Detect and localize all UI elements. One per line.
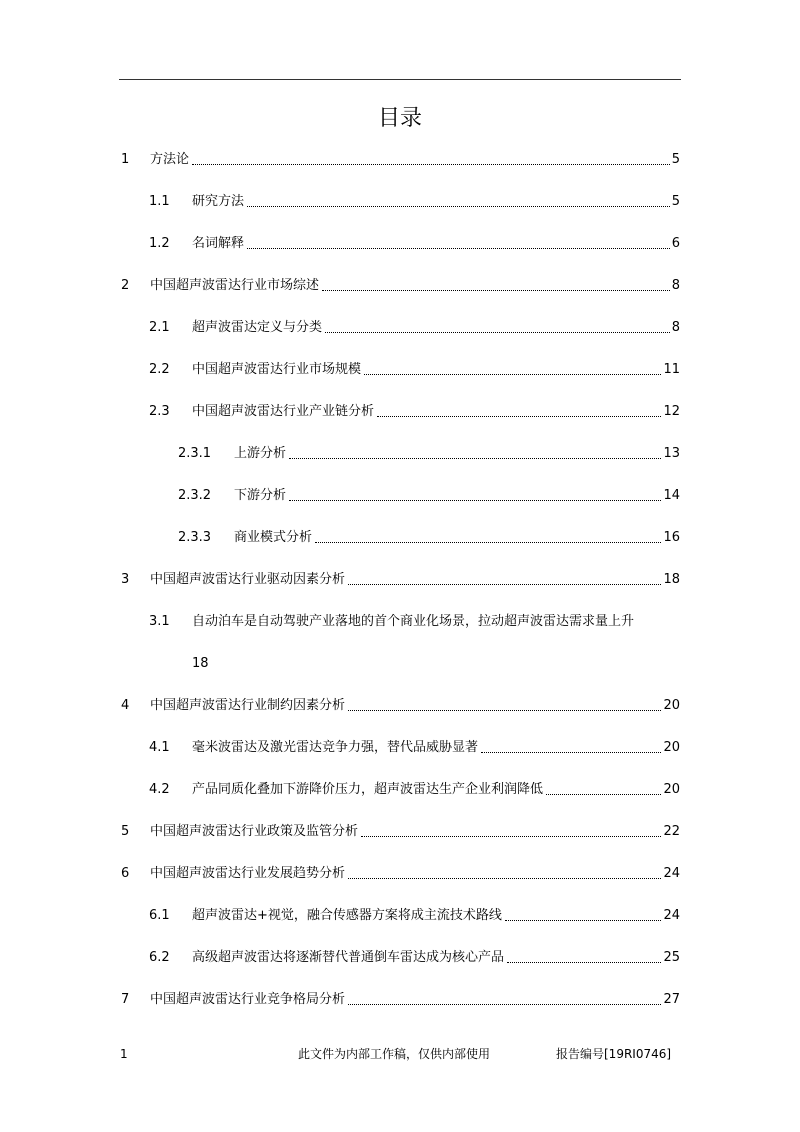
- toc-dot-leader: [505, 920, 662, 921]
- toc-dot-leader: [361, 836, 661, 837]
- toc-dot-leader: [289, 458, 661, 459]
- toc-entry[interactable]: [149, 360, 680, 380]
- footer-report-id: 报告编号[19RI0746]: [556, 1047, 672, 1061]
- toc-entry[interactable]: [121, 864, 680, 884]
- toc-entry-title: 方法论: [150, 152, 190, 167]
- toc-entry-page: 11: [663, 362, 680, 377]
- toc-entry-number: 5: [121, 824, 130, 839]
- toc-entry[interactable]: [149, 192, 680, 212]
- toc-dot-leader: [348, 878, 661, 879]
- toc-entry-page: 5: [671, 152, 680, 167]
- toc-entry-number: 2.3: [149, 404, 170, 419]
- toc-dot-leader: [377, 416, 661, 417]
- toc-entry[interactable]: [121, 276, 680, 296]
- toc-dot-leader: [192, 164, 670, 165]
- toc-entry[interactable]: [149, 234, 680, 254]
- toc-entry-number: 6: [121, 866, 130, 881]
- toc-entry-title: 上游分析: [234, 446, 287, 461]
- toc-entry-page[interactable]: 18: [192, 656, 209, 671]
- toc-dot-leader: [289, 500, 661, 501]
- toc-entry-page: 8: [671, 278, 680, 293]
- toc-entry-number: 6.2: [149, 950, 170, 965]
- toc-entry-number: 4.1: [149, 740, 170, 755]
- toc-entry-number: 1.1: [149, 194, 170, 209]
- toc-entry-page: 24: [663, 908, 680, 923]
- toc-entry-title: 中国超声波雷达行业产业链分析: [192, 404, 375, 419]
- toc-entry-page: 16: [663, 530, 680, 545]
- toc-entry-title: 中国超声波雷达行业政策及监管分析: [150, 824, 359, 839]
- toc-dot-leader: [348, 584, 661, 585]
- toc-dot-leader: [364, 374, 661, 375]
- toc-entry[interactable]: [121, 150, 680, 170]
- toc-dot-leader: [481, 752, 661, 753]
- toc-dot-leader: [348, 1004, 661, 1005]
- toc-dot-leader: [315, 542, 661, 543]
- toc-entry-page: 20: [663, 740, 680, 755]
- toc-entry-number: 2.1: [149, 320, 170, 335]
- toc-entry-title: 中国超声波雷达行业市场规模: [192, 362, 362, 377]
- toc-entry-number: 2.3.2: [178, 488, 212, 503]
- toc-dot-leader: [322, 290, 670, 291]
- toc-entry-page: 5: [671, 194, 680, 209]
- toc-entry-page: 8: [671, 320, 680, 335]
- toc-entry[interactable]: [121, 822, 680, 842]
- toc-entry-title: 中国超声波雷达行业制约因素分析: [150, 698, 346, 713]
- toc-entry[interactable]: [178, 486, 680, 506]
- toc-entry-page: 6: [671, 236, 680, 251]
- toc-entry-number: 3.1: [149, 614, 170, 629]
- toc-entry[interactable]: [149, 780, 680, 800]
- toc-entry-number: 7: [121, 992, 130, 1007]
- footer-page-number: 1: [120, 1047, 128, 1061]
- toc-entry-page: 18: [663, 572, 680, 587]
- toc-entry-title: 高级超声波雷达将逐渐替代普通倒车雷达成为核心产品: [192, 950, 505, 965]
- toc-entry-title: 名词解释: [192, 236, 245, 251]
- toc-entry-title: 自动泊车是自动驾驶产业落地的首个商业化场景，拉动超声波雷达需求量上升: [192, 614, 635, 629]
- toc-entry-number: 3: [121, 572, 130, 587]
- toc-entry-page: 22: [663, 824, 680, 839]
- toc-entry-number: 1: [121, 152, 130, 167]
- toc-dot-leader: [507, 962, 661, 963]
- toc-entry-page: 20: [663, 698, 680, 713]
- toc-entry-number: 2.3.3: [178, 530, 212, 545]
- header-rule: [119, 79, 681, 80]
- toc-entry-number: 6.1: [149, 908, 170, 923]
- toc-dot-leader: [247, 206, 670, 207]
- toc-entry-number: 4.2: [149, 782, 170, 797]
- toc-entry-number: 2.3.1: [178, 446, 212, 461]
- toc-dot-leader: [546, 794, 661, 795]
- toc-entry[interactable]: [149, 738, 680, 758]
- toc-entry-page: 20: [663, 782, 680, 797]
- toc-entry-title: 超声波雷达+视觉，融合传感器方案将成主流技术路线: [192, 908, 502, 923]
- toc-entry-title: 中国超声波雷达行业发展趋势分析: [150, 866, 346, 881]
- toc-entry[interactable]: [149, 402, 680, 422]
- toc-entry[interactable]: [121, 696, 680, 716]
- toc-entry-page: 27: [663, 992, 680, 1007]
- toc-entry[interactable]: [149, 948, 680, 968]
- toc-entry-title: 中国超声波雷达行业市场综述: [150, 278, 320, 293]
- toc-entry[interactable]: [121, 570, 680, 590]
- toc-entry[interactable]: [149, 318, 680, 338]
- toc-entry-title: 毫米波雷达及激光雷达竞争力强，替代品威胁显著: [192, 740, 479, 755]
- toc-entry-title: 超声波雷达定义与分类: [192, 320, 323, 335]
- toc-dot-leader: [348, 710, 661, 711]
- toc-entry-page: 24: [663, 866, 680, 881]
- toc-entry-title: 中国超声波雷达行业驱动因素分析: [150, 572, 346, 587]
- footer-notice: 此文件为内部工作稿，仅供内部使用: [298, 1047, 491, 1061]
- toc-entry[interactable]: [149, 612, 680, 632]
- toc-entry-page: 14: [663, 488, 680, 503]
- toc-entry[interactable]: [121, 990, 680, 1010]
- toc-entry-page: 25: [663, 950, 680, 965]
- toc-entry-title: 产品同质化叠加下游降价压力，超声波雷达生产企业利润降低: [192, 782, 544, 797]
- toc-entry-number: 1.2: [149, 236, 170, 251]
- toc-entry-number: 2: [121, 278, 130, 293]
- toc-entry-page: 13: [663, 446, 680, 461]
- toc-entry-title: 中国超声波雷达行业竞争格局分析: [150, 992, 346, 1007]
- toc-dot-leader: [247, 248, 670, 249]
- toc-entry-title: 研究方法: [192, 194, 245, 209]
- toc-entry-page: 12: [663, 404, 680, 419]
- toc-entry[interactable]: [178, 528, 680, 548]
- toc-entry[interactable]: [178, 444, 680, 464]
- toc-entry-number: 4: [121, 698, 130, 713]
- toc-entry-title: 商业模式分析: [234, 530, 313, 545]
- toc-entry-title: 下游分析: [234, 488, 287, 503]
- toc-entry-number: 2.2: [149, 362, 170, 377]
- toc-entry[interactable]: [149, 906, 680, 926]
- page-title: 目录: [377, 106, 422, 131]
- toc-dot-leader: [325, 332, 670, 333]
